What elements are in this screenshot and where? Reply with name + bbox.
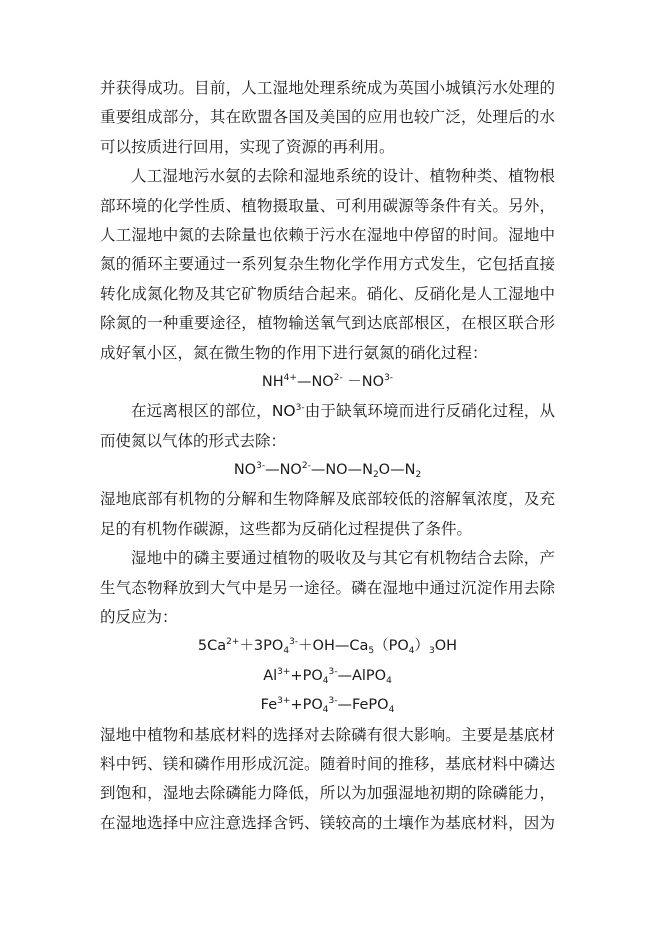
paragraph-nitrogen-removal <box>100 162 555 368</box>
formula-superscript: 2+ <box>226 637 240 648</box>
text-line: 足的有机物作碳源，这些都为反硝化过程提供了条件。 <box>100 519 473 538</box>
formula-superscript: 3- <box>328 666 338 677</box>
text-line: 人工湿地中氮的去除量也依赖于污水在湿地中停留的时间。湿地中 <box>100 225 555 244</box>
formula-part: —NO <box>296 373 334 390</box>
text-line: 而使氮以气体的形式去除： <box>100 431 287 450</box>
formula-part: ＋3PO <box>239 638 284 655</box>
formula-part: NO <box>233 462 257 479</box>
formula-part: ＋OH—Ca <box>298 638 369 655</box>
text-line: 湿地中植物和基底材料的选择对去除磷有很大影响。主要是基底材 <box>100 725 555 744</box>
text-line: 到饱和，湿地去除磷能力降低，所以为加强湿地初期的除磷能力， <box>100 784 555 803</box>
formula-part: 5Ca <box>197 638 227 655</box>
formula-subscript: 2 <box>372 470 379 481</box>
text-line: 在湿地选择中应注意选择含钙、镁较高的土壤作为基底材料，因为 <box>100 813 555 832</box>
text-line: 生气态物释放到大气中是另一途径。磷在湿地中通过沉淀作用去除 <box>100 578 555 597</box>
document-page <box>100 74 555 838</box>
text-fragment: 由于缺氧环境而进行反硝化过程，从 <box>304 402 555 421</box>
formula-superscript: 2- <box>333 372 343 383</box>
text-line <box>100 397 555 426</box>
text-line: 湿地底部有机物的分解和生物降解及底部较低的溶解氧浓度，及充 <box>100 490 555 509</box>
text-line: 成好氧小区，氮在微生物的作用下进行氨氮的硝化过程： <box>100 343 488 362</box>
formula-superscript: 3+ <box>277 666 291 677</box>
paragraph-phosphorus-removal <box>100 544 555 632</box>
text-fragment: 在远离根区的部位，NO <box>131 402 296 421</box>
formula-superscript: 2- <box>301 461 311 472</box>
formula-part: —NO—N <box>310 462 373 479</box>
text-line: 重要组成部分，其在欧盟各国及美国的应用也较广泛，处理后的水 <box>100 108 555 127</box>
formula-superscript: 3- <box>328 696 338 707</box>
formula-part: ） <box>414 638 430 655</box>
text-line: 氮的循环主要通过一系列复杂生物化学作用方式发生，它包括直接 <box>100 255 555 274</box>
formula-subscript: 4 <box>408 646 415 657</box>
text-line: 并获得成功。目前，人工湿地处理系统成为英国小城镇污水处理的 <box>100 79 555 97</box>
formula-part: NH <box>261 373 284 390</box>
formula-part: —NO <box>265 462 302 479</box>
formula-part: —FePO <box>337 697 389 714</box>
text-line: 人工湿地污水氨的去除和湿地系统的设计、植物种类、植物根 <box>131 167 555 186</box>
formula-superscript: 3- <box>384 372 394 383</box>
formula-part: —AlPO <box>337 667 387 684</box>
formula-superscript: 3- <box>289 637 299 648</box>
formula-subscript: 4 <box>322 675 329 686</box>
paragraph-denitrification-conditions <box>100 485 555 544</box>
formula-superscript: 3+ <box>277 696 291 707</box>
paragraph-substrate-selection <box>100 721 555 839</box>
formula-part: Fe <box>260 697 278 714</box>
formula-part: +PO <box>290 667 323 684</box>
text-superscript: 3- <box>295 403 305 414</box>
text-line: 部环境的化学性质、植物摄取量、可利用碳源等条件有关。另外， <box>100 196 555 215</box>
formula-calcium-phosphate <box>100 632 555 661</box>
formula-subscript: 2 <box>415 470 422 481</box>
text-line: 除氮的一种重要途径，植物输送氧气到达底部根区，在根区联合形 <box>100 314 555 333</box>
formula-superscript: 4+ <box>283 372 297 383</box>
formula-subscript: 5 <box>368 646 375 657</box>
text-line: 料中钙、镁和磷作用形成沉淀。随着时间的推移，基底材料中磷达 <box>100 754 555 773</box>
paragraph-denitrification <box>100 397 555 456</box>
text-line: 湿地中的磷主要通过植物的吸收及与其它有机物结合去除，产 <box>131 549 555 568</box>
formula-nitrification <box>100 368 555 397</box>
formula-subscript: 4 <box>283 646 290 657</box>
formula-subscript: 4 <box>322 705 329 716</box>
text-line: 的反应为： <box>100 608 178 627</box>
formula-part: +PO <box>290 697 323 714</box>
formula-part: OH <box>434 638 458 655</box>
formula-denitrification <box>100 456 555 485</box>
formula-subscript: 3 <box>429 646 435 657</box>
formula-subscript: 4 <box>386 675 392 686</box>
formula-part: －NO <box>342 373 385 390</box>
formula-iron-phosphate <box>100 691 555 720</box>
text-line: 转化成氮化物及其它矿物质结合起来。硝化、反硝化是人工湿地中 <box>100 284 555 303</box>
formula-superscript: 3- <box>256 461 266 472</box>
formula-part: Al <box>263 667 278 684</box>
text-line: 可以按质进行回用，实现了资源的再利用。 <box>100 137 395 156</box>
formula-part: （PO <box>374 638 409 655</box>
formula-part: O—N <box>378 462 416 479</box>
paragraph-intro-continuation <box>100 74 555 162</box>
formula-aluminium-phosphate <box>100 662 555 691</box>
formula-subscript: 4 <box>388 705 395 716</box>
